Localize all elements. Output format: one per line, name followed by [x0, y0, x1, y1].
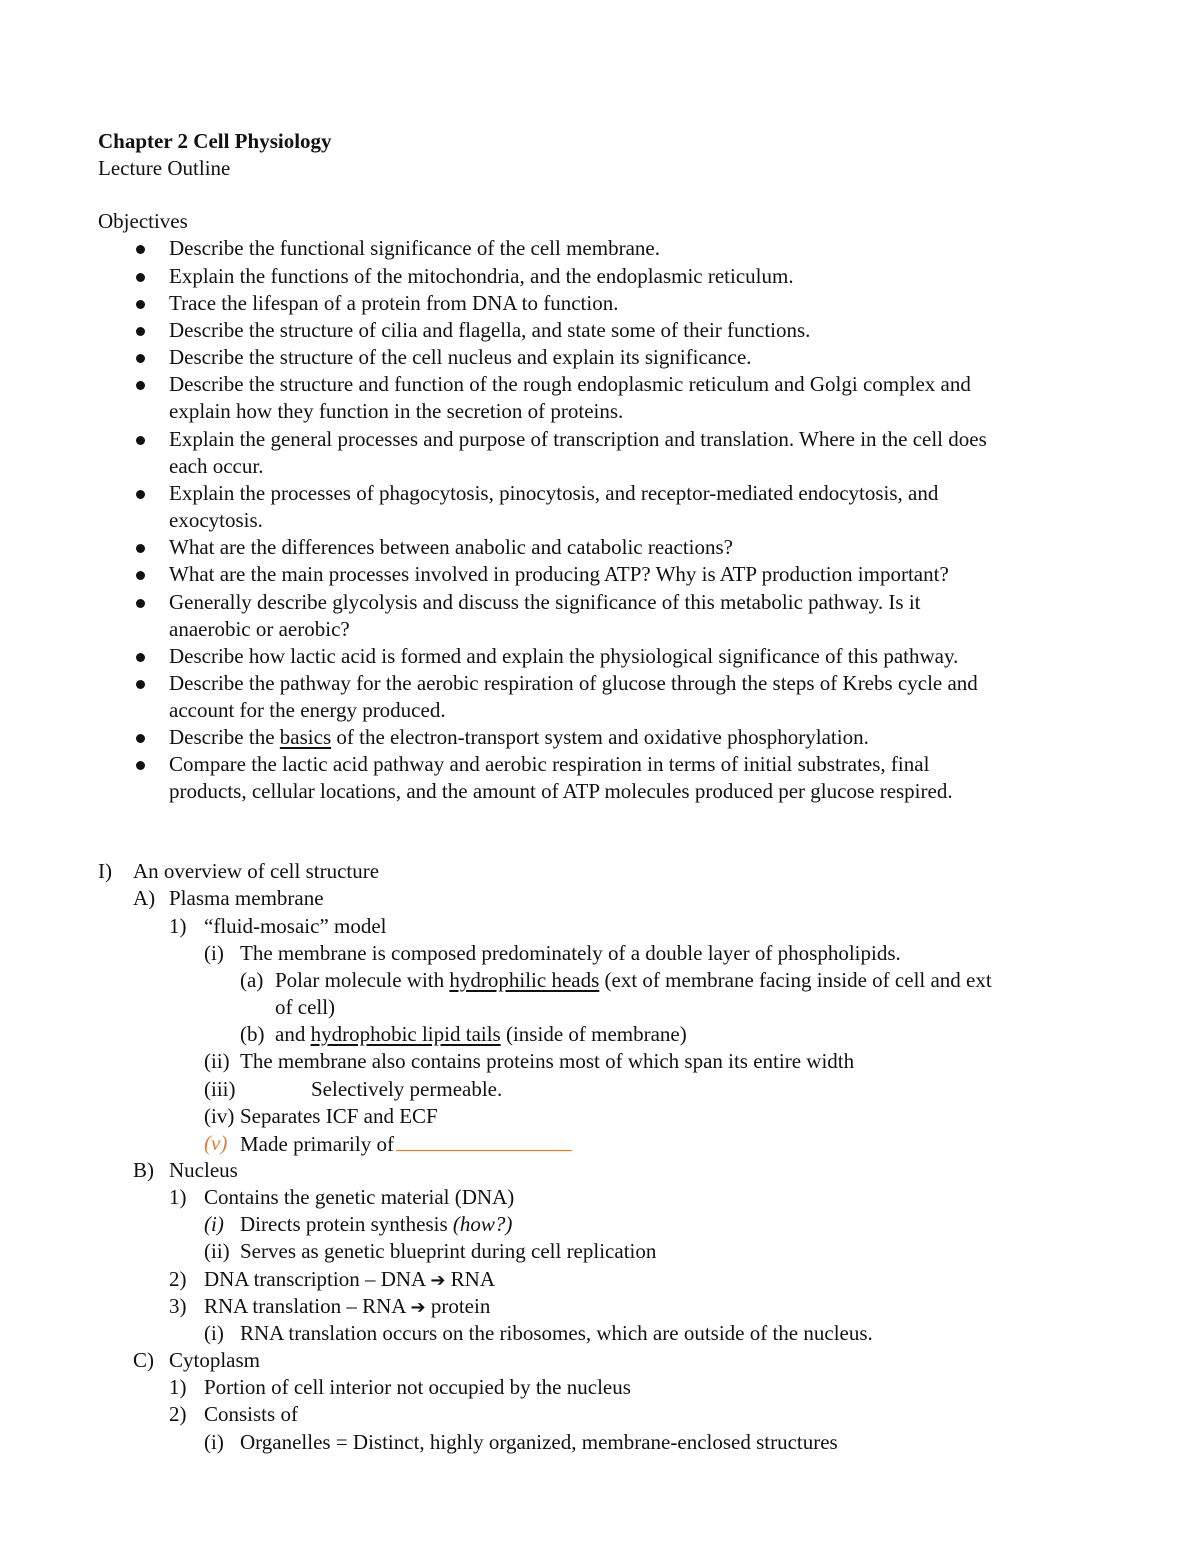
bullet-icon: [135, 371, 149, 398]
bullet-icon: [135, 724, 149, 751]
bullet-icon: [135, 670, 149, 697]
outline-text: Made primarily of: [240, 1132, 394, 1156]
underlined-term: hydrophobic lipid tails: [310, 1022, 501, 1046]
outline-marker: A): [133, 886, 156, 910]
outline-text: (ext of membrane facing inside of cell and ext: [599, 968, 992, 992]
outline-marker: (ii): [204, 1049, 230, 1073]
outline-item: The membrane also contains proteins most of which span its entire width: [240, 1049, 855, 1073]
outline-marker: (iv): [204, 1104, 235, 1128]
bullet-icon: [135, 751, 149, 778]
subsection-heading: Plasma membrane: [169, 886, 324, 910]
objective-item: Compare the lactic acid pathway and aerobic respiration in terms of initial substrates, final: [169, 752, 930, 776]
outline-item-continuation: of cell): [275, 995, 336, 1019]
objective-text: Describe the: [169, 725, 280, 749]
outline-text: (inside of membrane): [500, 1022, 687, 1046]
outline-marker: B): [133, 1158, 154, 1182]
fill-in-blank: [396, 1130, 572, 1151]
outline-item: [275, 967, 992, 994]
objective-item: [169, 724, 869, 751]
objective-item-continuation: account for the energy produced.: [169, 698, 446, 722]
outline-marker: (i): [204, 1321, 224, 1345]
outline-item: RNA translation occurs on the ribosomes, which are outside of the nucleus.: [240, 1321, 873, 1345]
objective-item-continuation: explain how they function in the secretion of proteins.: [169, 399, 624, 423]
subsection-heading: Nucleus: [169, 1158, 238, 1182]
outline-marker: 1): [169, 1375, 187, 1399]
outline-marker: 1): [169, 1185, 187, 1209]
underlined-term: hydrophilic heads: [449, 968, 600, 992]
page-title: Chapter 2 Cell Physiology: [98, 129, 332, 153]
objective-item: Describe the functional significance of the cell membrane.: [169, 236, 660, 260]
outline-text: protein: [425, 1294, 491, 1318]
bullet-icon: [135, 426, 149, 453]
bullet-icon: [135, 480, 149, 507]
objective-item: What are the differences between anabolic and catabolic reactions?: [169, 535, 733, 559]
objective-item-continuation: each occur.: [169, 454, 264, 478]
arrow-right-icon: ➔: [430, 1270, 446, 1291]
outline-marker: I): [98, 859, 112, 883]
outline-text: RNA: [445, 1267, 496, 1291]
objective-item: Describe how lactic acid is formed and explain the physiological significance of this pathway.: [169, 644, 959, 668]
objective-item: Explain the processes of phagocytosis, pinocytosis, and receptor-mediated endocytosis, and: [169, 481, 939, 505]
outline-item: [240, 1211, 512, 1238]
outline-marker: (v): [204, 1131, 228, 1155]
outline-item: The membrane is composed predominately of a double layer of phospholipids.: [240, 941, 901, 965]
outline-marker: 1): [169, 914, 187, 938]
outline-marker: (b): [240, 1022, 265, 1046]
outline-item: Separates ICF and ECF: [240, 1104, 438, 1128]
outline-item: Selectively permeable.: [311, 1077, 503, 1101]
outline-item: Consists of: [204, 1402, 298, 1426]
outline-text: RNA translation – RNA: [204, 1294, 411, 1318]
bullet-icon: [135, 589, 149, 616]
objective-item: Describe the pathway for the aerobic respiration of glucose through the steps of Krebs cycle and: [169, 671, 978, 695]
objective-text: of the electron-transport system and oxidative phosphorylation.: [331, 725, 869, 749]
outline-text: Polar molecule with: [275, 968, 450, 992]
outline-marker: (i): [204, 1430, 224, 1454]
page-subtitle: Lecture Outline: [98, 156, 231, 180]
bullet-icon: [135, 534, 149, 561]
objective-item: Trace the lifespan of a protein from DNA to function.: [169, 291, 619, 315]
objective-item: Describe the structure of cilia and flagella, and state some of their functions.: [169, 318, 811, 342]
outline-item: [240, 1130, 572, 1157]
outline-marker: C): [133, 1348, 154, 1372]
section-heading: An overview of cell structure: [133, 859, 380, 883]
bullet-icon: [135, 643, 149, 670]
outline-marker: (iii): [204, 1077, 236, 1101]
objective-item: Describe the structure of the cell nucleus and explain its significance.: [169, 345, 752, 369]
outline-text: and: [275, 1022, 311, 1046]
bullet-icon: [135, 235, 149, 262]
outline-marker: (i): [204, 1212, 224, 1236]
subsection-heading: Cytoplasm: [169, 1348, 261, 1372]
outline-item: Serves as genetic blueprint during cell replication: [240, 1239, 657, 1263]
outline-marker: (a): [240, 968, 264, 992]
outline-item: [204, 1293, 490, 1320]
outline-text: DNA transcription – DNA: [204, 1267, 431, 1291]
outline-marker: 2): [169, 1267, 187, 1291]
objective-item: Explain the functions of the mitochondria, and the endoplasmic reticulum.: [169, 264, 794, 288]
outline-item: “fluid-mosaic” model: [204, 914, 387, 938]
bullet-icon: [135, 290, 149, 317]
outline-marker: (i): [204, 941, 224, 965]
bullet-icon: [135, 344, 149, 371]
objective-item: Generally describe glycolysis and discuss the significance of this metabolic pathway. Is it: [169, 590, 921, 614]
bullet-icon: [135, 317, 149, 344]
outline-item: [204, 1266, 495, 1293]
objective-item-continuation: anaerobic or aerobic?: [169, 617, 350, 641]
outline-item: [275, 1021, 687, 1048]
outline-marker: 2): [169, 1402, 187, 1426]
outline-marker: (ii): [204, 1239, 230, 1263]
outline-question: (how?): [452, 1212, 513, 1236]
outline-text: Directs protein synthesis: [240, 1212, 453, 1236]
outline-marker: 3): [169, 1294, 187, 1318]
objective-item: What are the main processes involved in producing ATP? Why is ATP production important?: [169, 562, 949, 586]
objective-item-continuation: exocytosis.: [169, 508, 263, 532]
underlined-term: basics: [279, 725, 332, 749]
objective-item: Explain the general processes and purpose of transcription and translation. Where in the cell does: [169, 427, 987, 451]
outline-item: Portion of cell interior not occupied by the nucleus: [204, 1375, 631, 1399]
outline-item: Organelles = Distinct, highly organized, membrane-enclosed structures: [240, 1430, 838, 1454]
objectives-heading: Objectives: [98, 209, 188, 233]
bullet-icon: [135, 561, 149, 588]
objective-item: Describe the structure and function of the rough endoplasmic reticulum and Golgi complex and: [169, 372, 971, 396]
arrow-right-icon: ➔: [410, 1297, 426, 1318]
outline-item: Contains the genetic material (DNA): [204, 1185, 515, 1209]
bullet-icon: [135, 263, 149, 290]
objective-item-continuation: products, cellular locations, and the amount of ATP molecules produced per glucose respired.: [169, 779, 953, 803]
